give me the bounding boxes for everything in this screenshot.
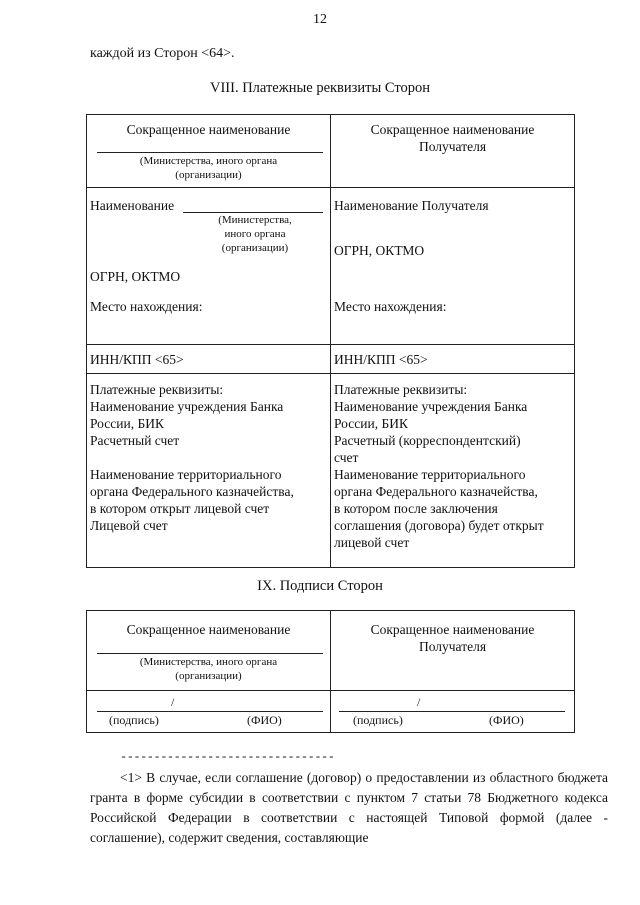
sig-left-fio-label: (ФИО) xyxy=(247,713,282,727)
sig-left-header: Сокращенное наименование xyxy=(126,622,291,637)
sig-right-line xyxy=(339,711,565,712)
footnote-text: <1> В случае, если соглашение (договор) о предоставлении из областного бюджета гранта в форме субсидии в соответствии с пунктом 7 статьи 78 Бюджетного кодекса Российской Федерации в соответствии с настоящей Типовой формой (далее - соглашение), содержит сведения, составляющие xyxy=(90,770,608,845)
table-row-divider xyxy=(87,344,574,345)
section8-title: VIII. Платежные реквизиты Сторон xyxy=(210,80,430,96)
left-ogrn: ОГРН, ОКТМО xyxy=(90,269,181,284)
sig-right-sign-label: (подпись) xyxy=(353,713,403,727)
section9-title: IX. Подписи Сторон xyxy=(257,578,383,594)
page-number: 12 xyxy=(313,12,327,27)
right-payment-details: Платежные реквизиты: Наименование учреждения Банка России, БИК Расчетный (корреспондентский) счет Наименование территориального органа Федерального казначейства, в котором после заключения соглашения (договора) будет открыт лицевой счет xyxy=(334,382,544,550)
sig-left-slash: / xyxy=(171,695,175,709)
sig-left-sign-label: (подпись) xyxy=(109,713,159,727)
sig-right-header: Сокращенное наименование Получателя xyxy=(370,622,535,654)
left-name-caption: (Министерства, иного органа (организации) xyxy=(218,214,292,254)
left-inn: ИНН/КПП <65> xyxy=(90,352,184,367)
table-row-divider xyxy=(87,373,574,374)
left-payment-details: Платежные реквизиты: Наименование учреждения Банка России, БИК Расчетный счет Наименование территориального органа Федерального казначейства, в котором открыт лицевой счет Лицевой счет xyxy=(90,382,294,533)
right-name-label: Наименование Получателя xyxy=(334,198,489,213)
left-header-fill-line xyxy=(97,152,323,153)
intro-text: каждой из Сторон <64>. xyxy=(90,46,235,61)
left-location: Место нахождения: xyxy=(90,299,203,314)
sig-left-header-fill-line xyxy=(97,653,323,654)
footnote-separator: -------------------------------- xyxy=(120,750,335,764)
right-location: Место нахождения: xyxy=(334,299,447,314)
right-header: Сокращенное наименование Получателя xyxy=(370,122,535,154)
table-column-divider xyxy=(330,115,331,567)
left-name-label: Наименование xyxy=(90,198,175,213)
right-inn: ИНН/КПП <65> xyxy=(334,352,428,367)
sig-left-line xyxy=(97,711,323,712)
right-ogrn: ОГРН, ОКТМО xyxy=(334,243,425,258)
table-row-divider xyxy=(87,187,574,188)
table-row-divider xyxy=(87,690,574,691)
sig-left-header-caption: (Министерства, иного органа (организации) xyxy=(139,656,278,682)
signatures-table xyxy=(86,610,575,733)
sig-right-slash: / xyxy=(417,695,421,709)
left-header-caption: (Министерства, иного органа (организации) xyxy=(139,155,278,181)
payment-details-table xyxy=(86,114,575,568)
sig-right-fio-label: (ФИО) xyxy=(489,713,524,727)
left-header: Сокращенное наименование xyxy=(126,122,291,137)
